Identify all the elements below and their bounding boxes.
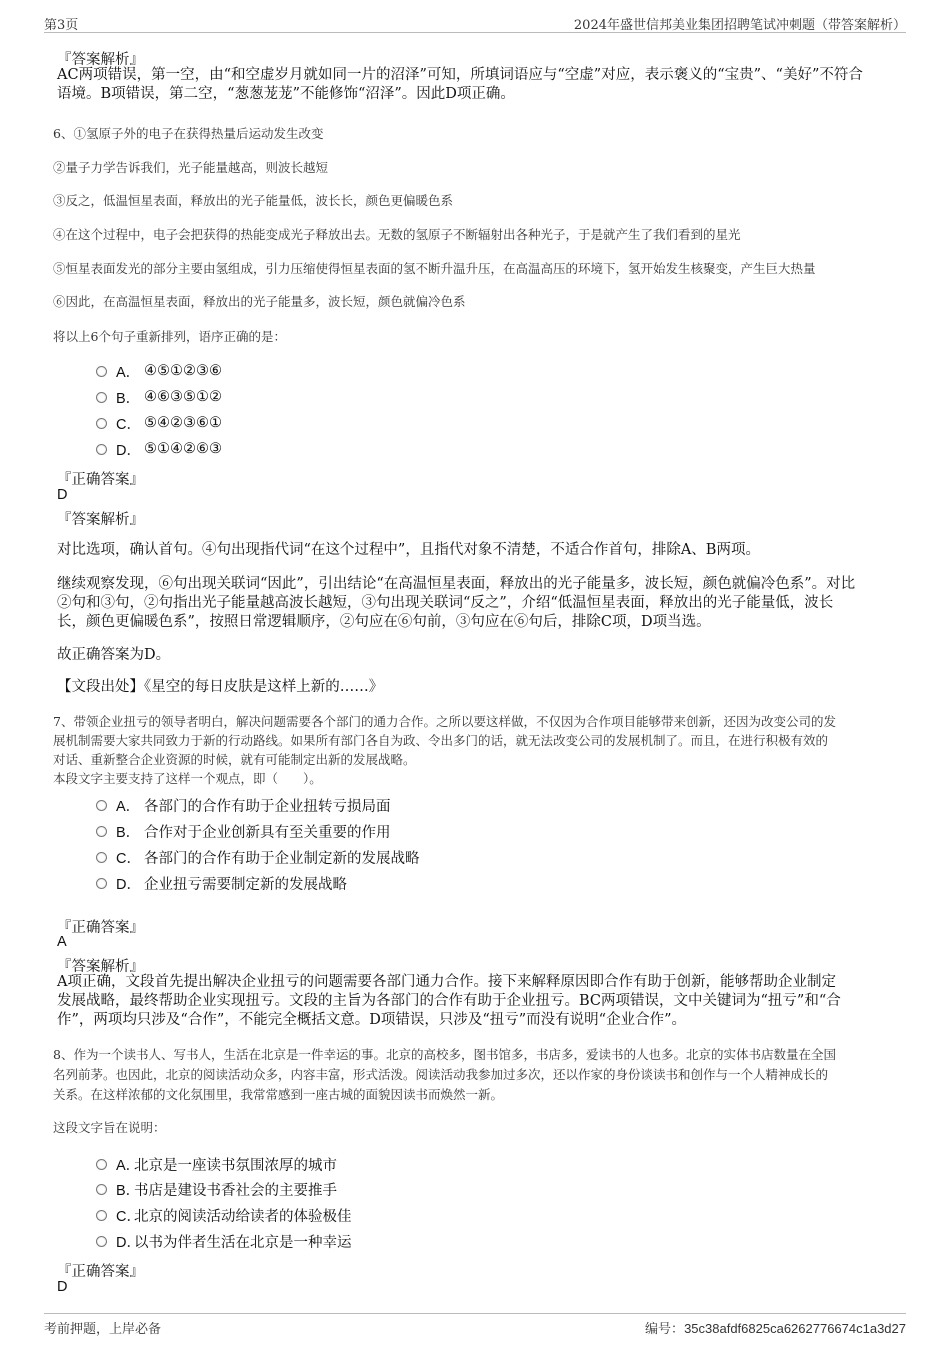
q6-sentence-2: ②量子力学告诉我们，光子能量越高，则波长越短: [53, 160, 329, 175]
radio-icon[interactable]: [96, 878, 107, 889]
q8-option-c[interactable]: C． 北京的阅读活动给读者的体验极佳: [96, 1205, 352, 1225]
page-header: [44, 14, 906, 33]
q6-analysis-p1: 对比选项，确认首句。④句出现指代词“在这个过程中”，且指代对象不清楚，不适合作首句，排除A、B两项。: [57, 542, 760, 558]
q7-analysis-label: 『答案解析』: [57, 959, 144, 975]
q6-analysis-p3: 故正确答案为D。: [57, 647, 171, 663]
q6-sentence-1: 6、①氢原子外的电子在获得热量后运动发生改变: [53, 126, 324, 141]
radio-icon[interactable]: [96, 1210, 107, 1221]
q5-analysis-line-2: 语境。B项错误，第二空，“葱葱茏茏”不能修饰“沼泽”。因此D项正确。: [57, 86, 515, 102]
document-title: 2024年盛世信邦美业集团招聘笔试冲刺题（带答案解析）: [573, 18, 906, 33]
page-footer: [44, 1313, 906, 1336]
q6-correct-answer: D: [57, 487, 68, 503]
q6-option-d[interactable]: D． ⑤①④②⑥③: [96, 439, 222, 459]
q7-option-d[interactable]: D． 企业扭亏需要制定新的发展战略: [96, 873, 347, 893]
radio-icon[interactable]: [96, 444, 107, 455]
q5-analysis-line-1: AC两项错误，第一空，由“和空虚岁月就如同一片的沼泽”可知，所填词语应与“空虚”对应，表示褒义的“宝贵”、“美好”不符合: [57, 67, 863, 83]
q6-option-c[interactable]: C． ⑤④②③⑥①: [96, 413, 222, 433]
footer-slogan: 考前押题，上岸必备: [44, 1322, 162, 1337]
radio-icon[interactable]: [96, 826, 107, 837]
q7-analysis: A项正确，文段首先提出解决企业扭亏的问题需要各部门通力合作。接下来解释原因即合作有助于创新，能够帮助企业制定 发展战略，最终帮助企业实现扭亏。文段的主旨为各部门的合作有助于企业扭亏。BC两项错误，文中关键词为“扭亏”和“合 作”，两项均只涉及“合作”，不能完全概括文意。D项错误，只涉及“扭亏”而没有说明“企业合作”。: [57, 974, 841, 1028]
radio-icon[interactable]: [96, 1236, 107, 1247]
q6-option-a[interactable]: A． ④⑤①②③⑥: [96, 361, 222, 381]
q6-analysis-p2: 继续观察发现，⑥句出现关联词“因此”，引出结论“在高温恒星表面，释放出的光子能量多，波长短，颜色就偏冷色系”。对比 ②句和③句，②句指出光子能量越高波长越短，③句出现关联词“反之”，介绍“低温恒星表面，释放出的光子能量低，波长 长，颜色更偏暖色系”，按照日常逻辑顺序，②句应在⑥句前，③句应在⑥句后，排除C项，D项当选。: [57, 576, 856, 630]
q8-option-d[interactable]: D． 以书为伴者生活在北京是一种幸运: [96, 1231, 352, 1251]
radio-icon[interactable]: [96, 800, 107, 811]
page-number: 第3页: [44, 18, 79, 33]
q7-option-a[interactable]: A． 各部门的合作有助于企业扭转亏损局面: [96, 795, 391, 815]
q7-option-b[interactable]: B． 合作对于企业创新具有至关重要的作用: [96, 821, 391, 841]
footer-code: 编号：35c38afdf6825ca6262776674c1a3d27: [645, 1321, 906, 1336]
radio-icon[interactable]: [96, 852, 107, 863]
q6-analysis-label: 『答案解析』: [57, 512, 144, 528]
radio-icon[interactable]: [96, 366, 107, 377]
q6-source: 【文段出处】《星空的每日皮肤是这样上新的……》: [57, 679, 384, 695]
q7-stem: 7、带领企业扭亏的领导者明白，解决问题需要各个部门的通力合作。之所以要这样做，不仅因为合作项目能够带来创新，还因为改变公司的发 展机制需要大家共同致力于新的行动路线。如果所有部门各自为政、令出多门的话，就无法改变公司的发展机制了。而且，在进行积极有效的 对话、重新整合企业资源的时候，就有可能制定出新的发展战略。 本段文字主要支持了这样一个观点，即（ ）。: [53, 714, 836, 786]
q6-correct-label: 『正确答案』: [57, 472, 144, 488]
q8-option-a[interactable]: A． 北京是一座读书氛围浓厚的城市: [96, 1154, 337, 1174]
radio-icon[interactable]: [96, 1159, 107, 1170]
q6-sentence-5: ⑤恒星表面发光的部分主要由氢组成，引力压缩使得恒星表面的氢不断升温升压，在高温高压的环境下，氢开始发生核聚变，产生巨大热量: [53, 261, 816, 276]
q8-stem: 8、作为一个读书人、写书人，生活在北京是一件幸运的事。北京的高校多，图书馆多，书店多，爱读书的人也多。北京的实体书店数量在全国 名列前茅。也因此，北京的阅读活动众多，内容丰富，形式活泼。阅读活动我参加过多次，还以作家的身份谈读书和创作与一个人精神成长的 关系。在这样浓郁的文化氛围里，我常常感到一座古城的面貌因读书而焕然一新。: [53, 1047, 836, 1102]
q6-sentence-6: ⑥因此，在高温恒星表面，释放出的光子能量多，波长短，颜色就偏冷色系: [53, 294, 466, 309]
q8-option-b[interactable]: B． 书店是建设书香社会的主要推手: [96, 1179, 337, 1199]
radio-icon[interactable]: [96, 1184, 107, 1195]
q5-analysis: [57, 66, 894, 104]
q8-correct-answer: D: [57, 1279, 68, 1295]
q6-question: 将以上6个句子重新排列，语序正确的是：: [53, 329, 286, 344]
q6-sentence-3: ③反之，低温恒星表面，释放出的光子能量低，波长长，颜色更偏暖色系: [53, 193, 454, 208]
q7-option-c[interactable]: C． 各部门的合作有助于企业制定新的发展战略: [96, 847, 420, 867]
radio-icon[interactable]: [96, 418, 107, 429]
radio-icon[interactable]: [96, 392, 107, 403]
q6-sentence-4: ④在这个过程中，电子会把获得的热能变成光子释放出去。无数的氢原子不断辐射出各种光子，于是就产生了我们看到的星光: [53, 227, 741, 242]
q8-question: 这段文字旨在说明：: [53, 1120, 166, 1135]
q7-correct-label: 『正确答案』: [57, 920, 144, 936]
q6-option-b[interactable]: B． ④⑥③⑤①②: [96, 387, 222, 407]
q8-correct-label: 『正确答案』: [57, 1264, 144, 1280]
q7-correct-answer: A: [57, 934, 67, 950]
q5-analysis-label: 『答案解析』: [57, 52, 144, 68]
